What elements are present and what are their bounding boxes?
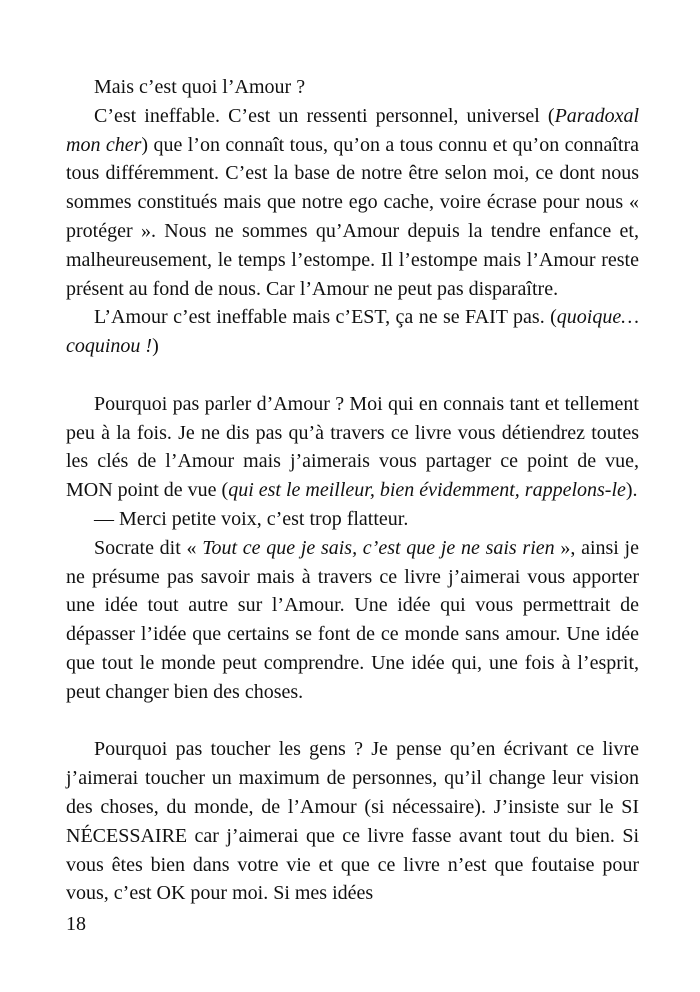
paragraph-spacer — [66, 707, 639, 736]
paragraph-toucher-gens: Pourquoi pas toucher les gens ? Je pense qu’en écrivant ce livre j’aimerai toucher un maximum de personnes, qu’il change leur vision des choses, du monde, de l’Amour (si nécessaire). J’insiste sur le SI NÉCESSAIRE car j’aimerai que ce livre fasse avant tout du bien. Si vous êtes bien dans votre vie et que ce livre n’est que foutaise pour vous, c’est OK pour moi. Si mes idées — [66, 738, 639, 905]
paragraph-ineffable — [66, 102, 639, 304]
page-body — [66, 73, 639, 908]
text-run: ). — [625, 479, 638, 502]
paragraph-spacer — [66, 361, 639, 390]
page-number: 18 — [66, 913, 86, 935]
paragraph-dialogue: — Merci petite voix, c’est trop flatteur. — [94, 507, 409, 530]
paragraph-est-fait — [66, 303, 639, 361]
italic-aside: Paradoxal mon cher — [66, 104, 639, 156]
italic-aside: quoique… coquinou ! — [66, 306, 639, 358]
text-run: L’Amour c’est ineffable mais c’EST, ça ne se FAIT pas. ( — [94, 306, 557, 329]
paragraph-socrate — [66, 534, 639, 707]
italic-aside: qui est le meilleur, bien évidemment, rappelons-le — [228, 479, 626, 502]
text-run: », ainsi je ne présume pas savoir mais à travers ce livre j’aimerai vous apporter une idée tout autre sur l’Amour. Une idée qui vous permettrait de dépasser l’idée que certains se font de ce monde sans amour. Une idée que tout le monde peut comprendre. Une idée qui, une fois à l’esprit, peut changer bien des choses. — [66, 536, 639, 703]
text-run: C’est ineffable. C’est un ressenti personnel, universel ( — [94, 104, 555, 127]
paragraph-question: Mais c’est quoi l’Amour ? — [94, 76, 306, 98]
text-run: Pourquoi pas parler d’Amour ? Moi qui en connais tant et tellement peu à la fois. Je ne dis pas qu’à travers ce livre vous détiendrez toutes les clés de l’Amour mais j’aimerais vous partager ce point de vue, MON point de vue ( — [66, 392, 639, 502]
italic-quote: Tout ce que je sais, c’est que je ne sais rien — [202, 536, 555, 559]
paragraph-parler-amour — [66, 390, 639, 505]
text-run: ) que l’on connaît tous, qu’on a tous connu et qu’on connaîtra tous différemment. C’est la base de notre être selon moi, ce dont nous sommes constitués mais que notre ego cache, voire écrase pour nous « protéger ». Nous ne sommes qu’Amour depuis la tendre enfance et, malheureusement, le temps l’estompe. Il l’estompe mais l’Amour reste présent au fond de nous. Car l’Amour ne peut pas disparaître. — [66, 133, 640, 300]
text-run: ) — [152, 335, 159, 358]
text-run: Socrate dit « — [94, 536, 203, 559]
